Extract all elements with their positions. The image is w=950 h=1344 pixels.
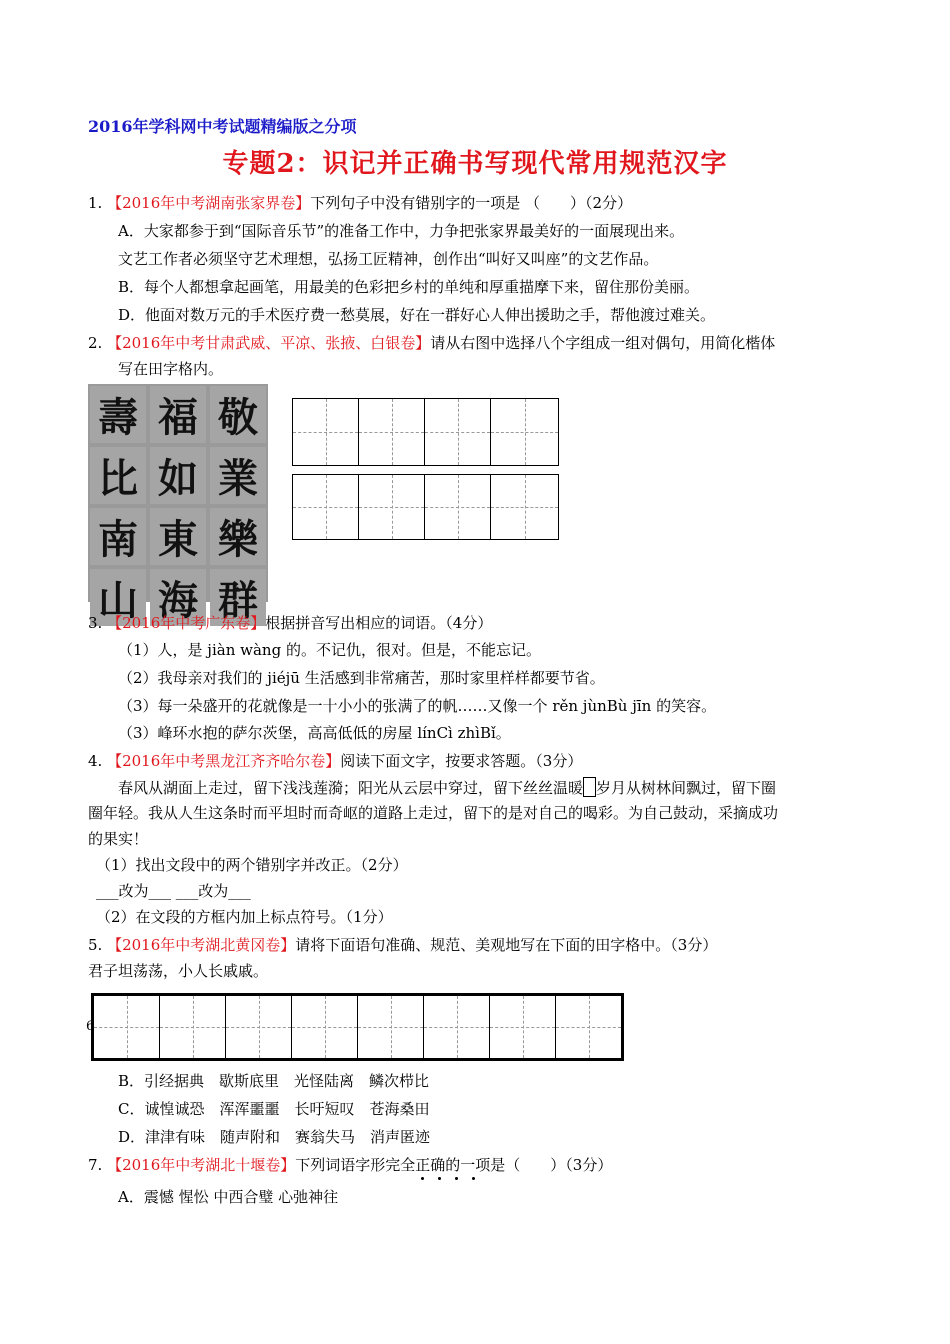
stray-mark: 6 (86, 1019, 95, 1034)
tianzige-cell[interactable] (225, 995, 292, 1059)
calligraphy-char: 東 (150, 508, 206, 565)
question-text: 请从右图中选择八个字组成一组对偶句，用简化楷体 (430, 334, 776, 352)
calligraphy-char: 如 (150, 447, 206, 504)
emphasis-dot (455, 1177, 458, 1180)
emphasis-dot (472, 1177, 475, 1180)
option-b: B．每个人都想拿起画笔，用最美的色彩把乡村的单纯和厚重描摩下来，留住那份美丽。 (118, 278, 700, 296)
calligraphy-char: 敬 (210, 386, 266, 443)
sub-question: （1）找出文段中的两个错别字并改正。（2分） (96, 856, 408, 874)
question-7-stem (88, 1155, 612, 1175)
series-header: 2016年学科网中考试题精编版之分项 (88, 117, 357, 136)
question-number: 3. (88, 614, 103, 632)
question-2-stem (88, 333, 775, 353)
option-a: A．大家都参于到“国际音乐节”的准备工作中，力争把张家界最美好的一面展现出来。 (118, 222, 685, 240)
tianzige-cell[interactable] (292, 474, 359, 540)
question-source: 【2016年中考甘肃武威、平凉、张掖、白银卷】 (107, 334, 431, 352)
question-text: 请将下面语句准确、规范、美观地写在下面的田字格中。（3分） (295, 936, 718, 954)
question-text: 下列词语字形完全正确的一项是（ ）（3分） (295, 1156, 613, 1174)
sub-question: （3）每一朵盛开的花就像是一十小小的张满了的帆……又像一个 rěn jùnBù jīn 的笑容。 (118, 697, 717, 715)
calligraphy-char: 業 (210, 447, 266, 504)
question-source: 【2016年中考湖南张家界卷】 (107, 194, 311, 212)
question-4-stem (88, 751, 582, 771)
tianzige-cell[interactable] (424, 398, 491, 466)
question-number: 5. (88, 936, 103, 954)
calligraphy-char: 福 (150, 386, 206, 443)
question-number: 2. (88, 334, 103, 352)
passage-line: 的果实！ (88, 830, 149, 848)
tianzige-cell[interactable] (358, 474, 425, 540)
answer-blanks[interactable]: ___改为___ ___改为___ (96, 882, 251, 900)
question-source: 【2016年中考湖北黄冈卷】 (107, 936, 296, 954)
model-sentence: 君子坦荡荡，小人长戚戚。 (88, 962, 269, 980)
option-a: A．震憾 惺忪 中西合璧 心弛神往 (118, 1188, 339, 1206)
tianzige-cell[interactable] (291, 995, 358, 1059)
page-title: 专题2：识记并正确书写现代常用规范汉字 (222, 149, 728, 179)
emphasis-dot (438, 1177, 441, 1180)
calligraphy-char: 樂 (210, 508, 266, 565)
tianzige-cell[interactable] (424, 474, 491, 540)
emphasis-dot (421, 1177, 424, 1180)
passage-text: 岁月从树林间飘过，留下圈 (596, 779, 777, 797)
passage-line (118, 777, 776, 798)
question-number: 7. (88, 1156, 103, 1174)
question-5-stem (88, 935, 717, 955)
tianzige-cell[interactable] (555, 995, 622, 1059)
sub-question: （1）人，是 jiàn wàng 的。不记仇，很对。但是，不能忘记。 (118, 641, 541, 659)
sub-question: （3）峰环水抱的萨尔茨堡，高高低低的房屋 línCì zhìBǐ。 (118, 724, 511, 742)
question-source: 【2016年中考广东卷】 (107, 614, 266, 632)
calligraphy-char: 南 (90, 508, 146, 565)
question-text-continued: 写在田字格内。 (118, 360, 224, 378)
question-1-stem (88, 193, 632, 213)
option-line: 文艺工作者必须坚守艺术理想，弘扬工匠精神，创作出“叫好又叫座”的文艺作品。 (118, 250, 659, 268)
tianzige-cell[interactable] (93, 995, 160, 1059)
calligraphy-char: 群 (210, 569, 266, 626)
sub-question: （2）在文段的方框内加上标点符号。（1分） (96, 908, 393, 926)
calligraphy-char: 山 (90, 569, 146, 626)
calligraphy-char: 比 (90, 447, 146, 504)
question-text: 根据拼音写出相应的词语。（4分） (265, 614, 493, 632)
tianzige-cell[interactable] (423, 995, 490, 1059)
question-text: 下列句子中没有错别字的一项是 （ ）（2分） (310, 194, 633, 212)
calligraphy-char: 海 (150, 569, 206, 626)
tianzige-cell[interactable] (159, 995, 226, 1059)
question-3-stem (88, 613, 492, 633)
tianzige-cell[interactable] (490, 474, 559, 540)
tianzige-cell[interactable] (357, 995, 424, 1059)
question-source: 【2016年中考湖北十堰卷】 (107, 1156, 296, 1174)
calligraphy-char: 壽 (90, 386, 146, 443)
question-number: 1. (88, 194, 103, 212)
question-source: 【2016年中考黑龙江齐齐哈尔卷】 (107, 752, 341, 770)
option-c: C．诚惶诚恐 浑浑噩噩 长吁短叹 苍海桑田 (118, 1100, 430, 1118)
tianzige-cell[interactable] (292, 398, 359, 466)
sub-question: （2）我母亲对我们的 jiéjū 生活感到非常痛苦，那时家里样样都要节省。 (118, 669, 605, 687)
tianzige-cell[interactable] (489, 995, 556, 1059)
option-b: B．引经据典 歇斯底里 光怪陆离 鳞次栉比 (118, 1072, 430, 1090)
tianzige-row (91, 993, 624, 1061)
passage-text: 春风从湖面上走过，留下浅浅莲漪；阳光从云层中穿过，留下丝丝温暖 (118, 779, 584, 797)
punctuation-box[interactable] (583, 777, 596, 797)
question-text: 阅读下面文字，按要求答题。（3分） (340, 752, 583, 770)
tianzige-cell[interactable] (358, 398, 425, 466)
option-d: D．津津有味 随声附和 赛翁失马 消声匿迹 (118, 1128, 431, 1146)
option-d: D．他面对数万元的手术医疗费一愁莫展，好在一群好心人伸出援助之手，帮他渡过难关。 (118, 306, 716, 324)
tianzige-cell[interactable] (490, 398, 559, 466)
passage-line: 圈年轻。我从人生这条时而平坦时而奇岖的道路上走过，留下的是对自己的喝彩。为自己鼓动，采摘成功 (88, 804, 779, 822)
question-number: 4. (88, 752, 103, 770)
